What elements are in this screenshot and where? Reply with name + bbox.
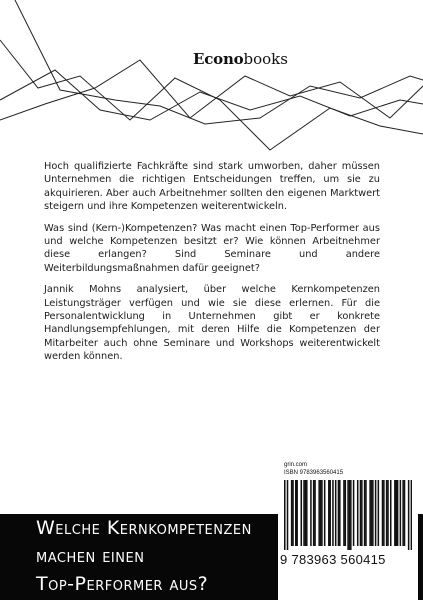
barcode-bar	[382, 480, 384, 546]
barcode-bar	[397, 480, 399, 546]
decorative-line-graphic	[0, 0, 423, 160]
barcode-bar	[365, 480, 367, 546]
barcode-bar	[375, 480, 377, 546]
barcode-bar	[372, 480, 374, 546]
barcode-bar	[301, 480, 303, 546]
barcode-bar	[383, 480, 385, 546]
publisher-logo-light: books	[243, 50, 288, 68]
barcode-bar	[387, 480, 389, 546]
barcode-bar	[361, 480, 363, 546]
barcode-bar	[394, 480, 396, 546]
barcode-bar	[296, 480, 298, 546]
barcode-bar	[320, 480, 322, 546]
barcode-bar	[343, 480, 345, 546]
book-title-line-1: Welche Kernkompetenzen	[36, 517, 252, 539]
blurb-paragraph-3: Jannik Mohns analysiert, über welche Kernkompetenzen Leistungsträger verfügen und wie sie diese erlernen. Für die Personalentwicklung in Unternehmen gibt er konkrete Handlungsempfehlungen, mit deren Hilfe die Kompetenzen der Mitarbeiter auch ohne Seminare und Workshops weiterentwickelt werden können.	[44, 284, 380, 363]
barcode-bar	[310, 480, 312, 546]
barcode-bar	[390, 480, 392, 546]
book-title-line-3: Top-Performer aus?	[36, 573, 209, 595]
barcode-bar	[291, 480, 293, 546]
barcode-bar	[321, 480, 323, 546]
barcode-bar	[345, 480, 347, 546]
barcode-bar	[339, 480, 341, 546]
barcode-bar	[306, 480, 308, 546]
barcode-bar	[395, 480, 397, 546]
barcode-bar	[347, 480, 349, 550]
barcode-bar	[357, 480, 359, 546]
isbn-box	[278, 456, 418, 600]
barcode-bar	[338, 480, 340, 546]
barcode-bar	[360, 480, 362, 546]
publisher-url: grin.com	[284, 462, 308, 468]
barcode-bar	[303, 480, 305, 546]
barcode-bar	[335, 480, 337, 546]
barcode-bar	[408, 480, 410, 550]
barcode-bar	[284, 480, 286, 550]
barcode-bar	[349, 480, 351, 550]
barcode-bar	[287, 480, 289, 550]
barcode-bar	[404, 480, 406, 546]
decorative-line-3	[0, 60, 423, 120]
barcode-bar	[378, 480, 380, 546]
barcode-bar	[313, 480, 315, 546]
publisher-logo	[193, 50, 288, 68]
publisher-logo-bold: Econo	[193, 50, 244, 68]
barcode-bar	[402, 480, 404, 546]
barcode-digits: 9 783963 560415	[280, 552, 386, 567]
barcode-bar	[350, 480, 352, 550]
barcode-bar	[295, 480, 297, 546]
isbn-label: ISBN 9783963560415	[284, 470, 344, 476]
barcode-bar	[324, 480, 326, 546]
barcode-bar	[314, 480, 316, 546]
barcode-bar	[400, 480, 402, 546]
blurb-paragraph-2: Was sind (Kern-)Kompetenzen? Was macht einen Top-Performer aus und welche Kompetenzen besitzt er? Wie können Arbeitnehmer diese erlangen? Sind Seminare und andere Weiterbildungsmaßnahmen dafür geeignet?	[44, 222, 380, 274]
barcode-bar	[292, 480, 294, 546]
barcode-bar	[332, 480, 334, 546]
book-title-line-2: machen einen	[36, 545, 145, 567]
barcode-bar	[364, 480, 366, 546]
barcode-bar	[305, 480, 307, 546]
barcode-bar	[353, 480, 355, 546]
barcode-bar	[386, 480, 388, 546]
barcode-bar	[371, 480, 373, 546]
blurb-paragraph-1: Hoch qualifizierte Fachkräfte sind stark umworben, daher müssen Unternehmen die richtigen Entscheidungen treffen, um sie zu akquirieren. Aber auch Arbeitnehmer sollten den eigenen Marktwert steigern und ihre Kompetenzen weiterentwickeln.	[44, 161, 380, 213]
barcode	[284, 480, 412, 550]
barcode-bar	[411, 480, 412, 550]
barcode-bar	[318, 480, 320, 546]
decorative-line-2	[0, 70, 423, 120]
back-cover-blurb	[44, 160, 380, 372]
barcode-bar	[369, 480, 371, 546]
barcode-bar	[329, 480, 331, 546]
barcode-bar	[328, 480, 330, 546]
